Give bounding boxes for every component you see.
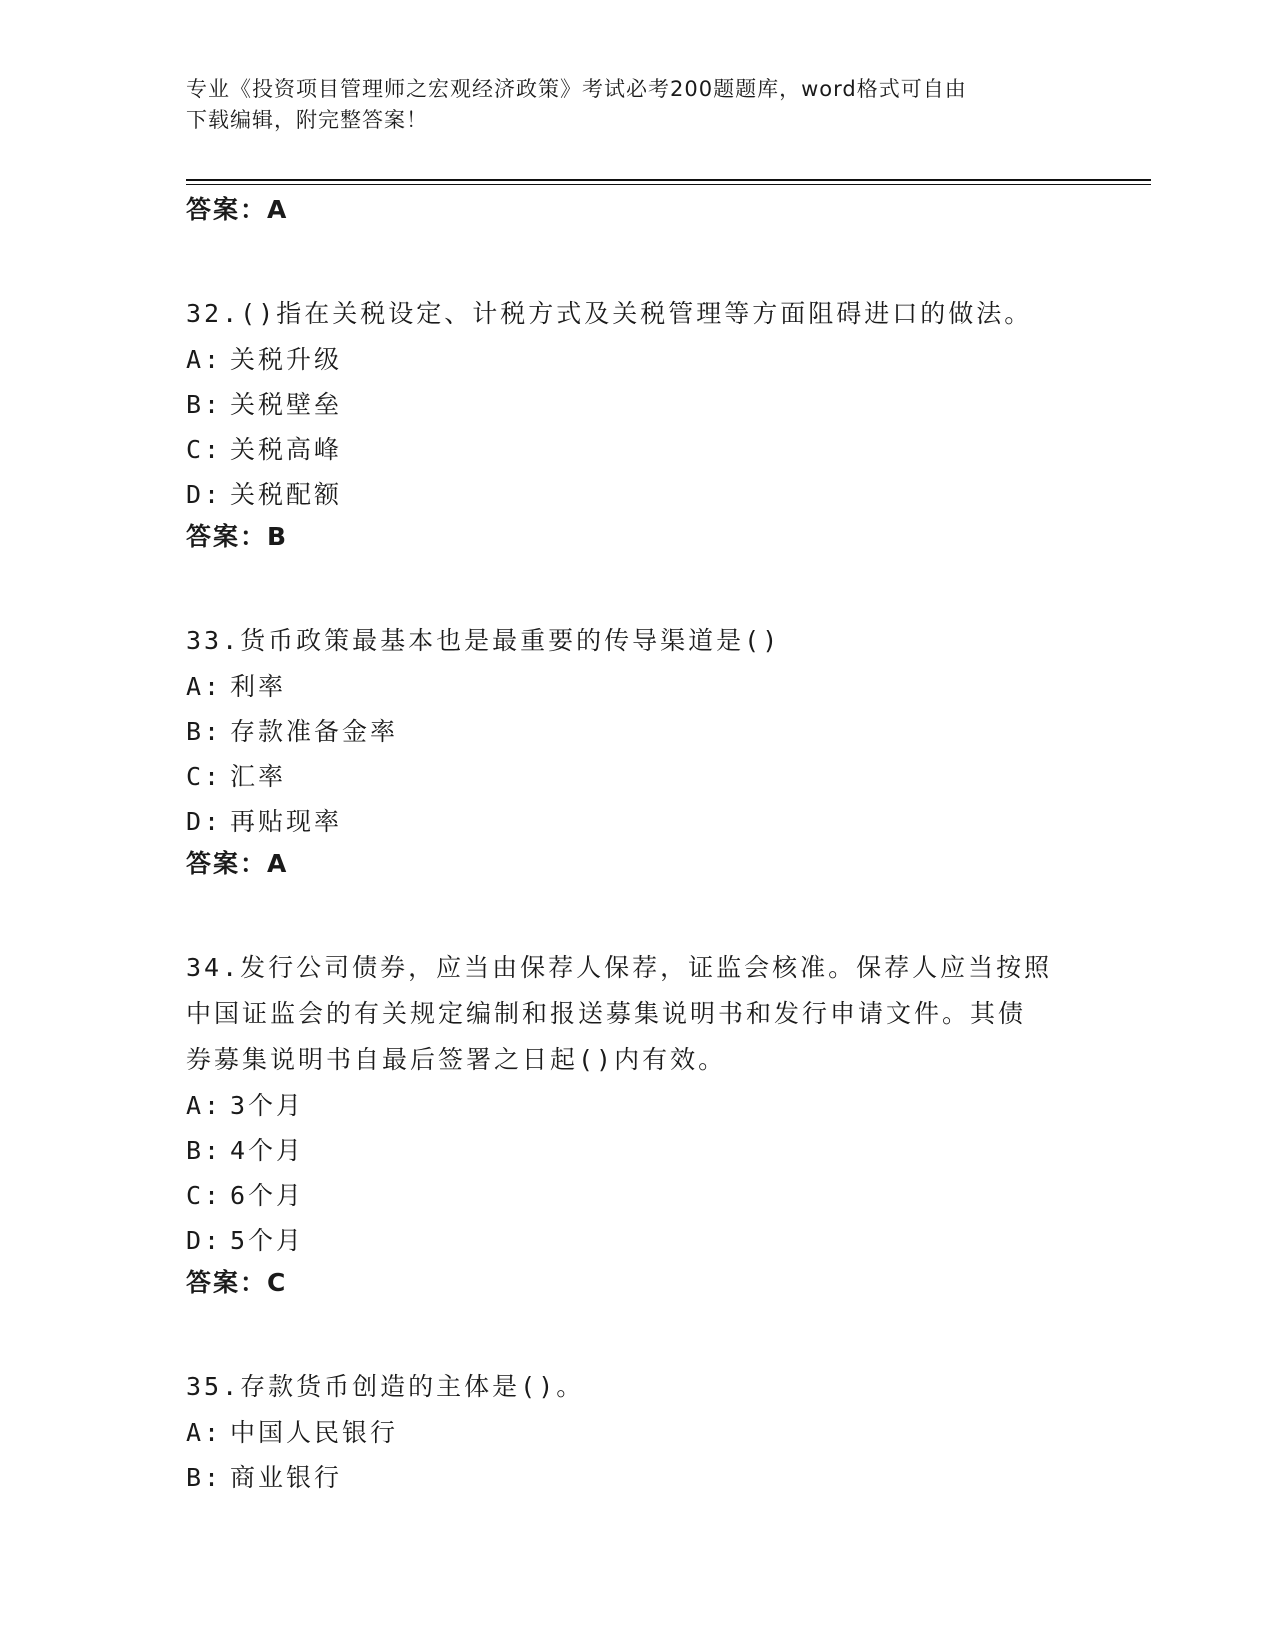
option-key: C: — [186, 762, 223, 791]
header-rule-thin — [186, 184, 1151, 185]
option-c — [186, 754, 1086, 799]
question-stem: 32.()指在关税设定、计税方式及关税管理等方面阻碍进口的做法。 — [186, 299, 1033, 328]
option-key: A: — [186, 1418, 223, 1447]
answer: 答案：A — [186, 849, 289, 878]
option-a — [186, 337, 1086, 382]
option-text: 3个月 — [230, 1091, 305, 1120]
option-text: 再贴现率 — [230, 807, 343, 836]
option-key: B: — [186, 1136, 223, 1165]
option-text: 6个月 — [230, 1181, 305, 1210]
option-text: 关税配额 — [230, 480, 343, 509]
question-stem: 33.货币政策最基本也是最重要的传导渠道是() — [186, 626, 781, 655]
option-key: D: — [186, 480, 223, 509]
question-stem-line-2: 中国证监会的有关规定编制和报送募集说明书和发行申请文件。其债 — [186, 999, 1027, 1028]
question-list — [186, 190, 1086, 1500]
header-rule-thick — [186, 179, 1151, 181]
answer: 答案：C — [186, 1268, 288, 1297]
option-text: 存款准备金率 — [230, 717, 399, 746]
option-key: A: — [186, 1091, 223, 1120]
option-text: 利率 — [230, 672, 287, 701]
question-stem-line-1: 34.发行公司债券，应当由保荐人保荐，证监会核准。保荐人应当按照 — [186, 953, 1053, 982]
option-c — [186, 427, 1086, 472]
question-35 — [186, 1364, 1086, 1500]
option-key: A: — [186, 345, 223, 374]
option-a — [186, 1410, 1086, 1455]
option-text: 4个月 — [230, 1136, 305, 1165]
answer-prev: 答案：A — [186, 195, 289, 224]
option-a — [186, 1083, 1086, 1128]
document-header — [186, 74, 1066, 136]
option-text: 5个月 — [230, 1226, 305, 1255]
option-b — [186, 1128, 1086, 1173]
header-line-2: 下载编辑，附完整答案！ — [186, 108, 428, 132]
option-key: D: — [186, 807, 223, 836]
option-key: C: — [186, 435, 223, 464]
option-text: 商业银行 — [230, 1463, 343, 1492]
option-b — [186, 1455, 1086, 1500]
question-33 — [186, 618, 1086, 889]
option-key: B: — [186, 1463, 223, 1492]
option-b — [186, 709, 1086, 754]
option-text: 关税高峰 — [230, 435, 343, 464]
question-34 — [186, 945, 1086, 1308]
option-d — [186, 472, 1086, 517]
header-line-1: 专业《投资项目管理师之宏观经济政策》考试必考200题题库，word格式可自由 — [186, 77, 967, 101]
option-key: D: — [186, 1226, 223, 1255]
option-a — [186, 664, 1086, 709]
option-key: A: — [186, 672, 223, 701]
question-32 — [186, 291, 1086, 562]
option-key: C: — [186, 1181, 223, 1210]
answer: 答案：B — [186, 522, 289, 551]
option-text: 中国人民银行 — [230, 1418, 399, 1447]
option-text: 关税壁垒 — [230, 390, 343, 419]
question-stem-line-3: 券募集说明书自最后签署之日起()内有效。 — [186, 1045, 727, 1074]
question-stem: 35.存款货币创造的主体是()。 — [186, 1372, 585, 1401]
option-key: B: — [186, 717, 223, 746]
option-text: 汇率 — [230, 762, 287, 791]
option-d — [186, 1218, 1086, 1263]
option-b — [186, 382, 1086, 427]
option-text: 关税升级 — [230, 345, 343, 374]
option-c — [186, 1173, 1086, 1218]
option-key: B: — [186, 390, 223, 419]
option-d — [186, 799, 1086, 844]
